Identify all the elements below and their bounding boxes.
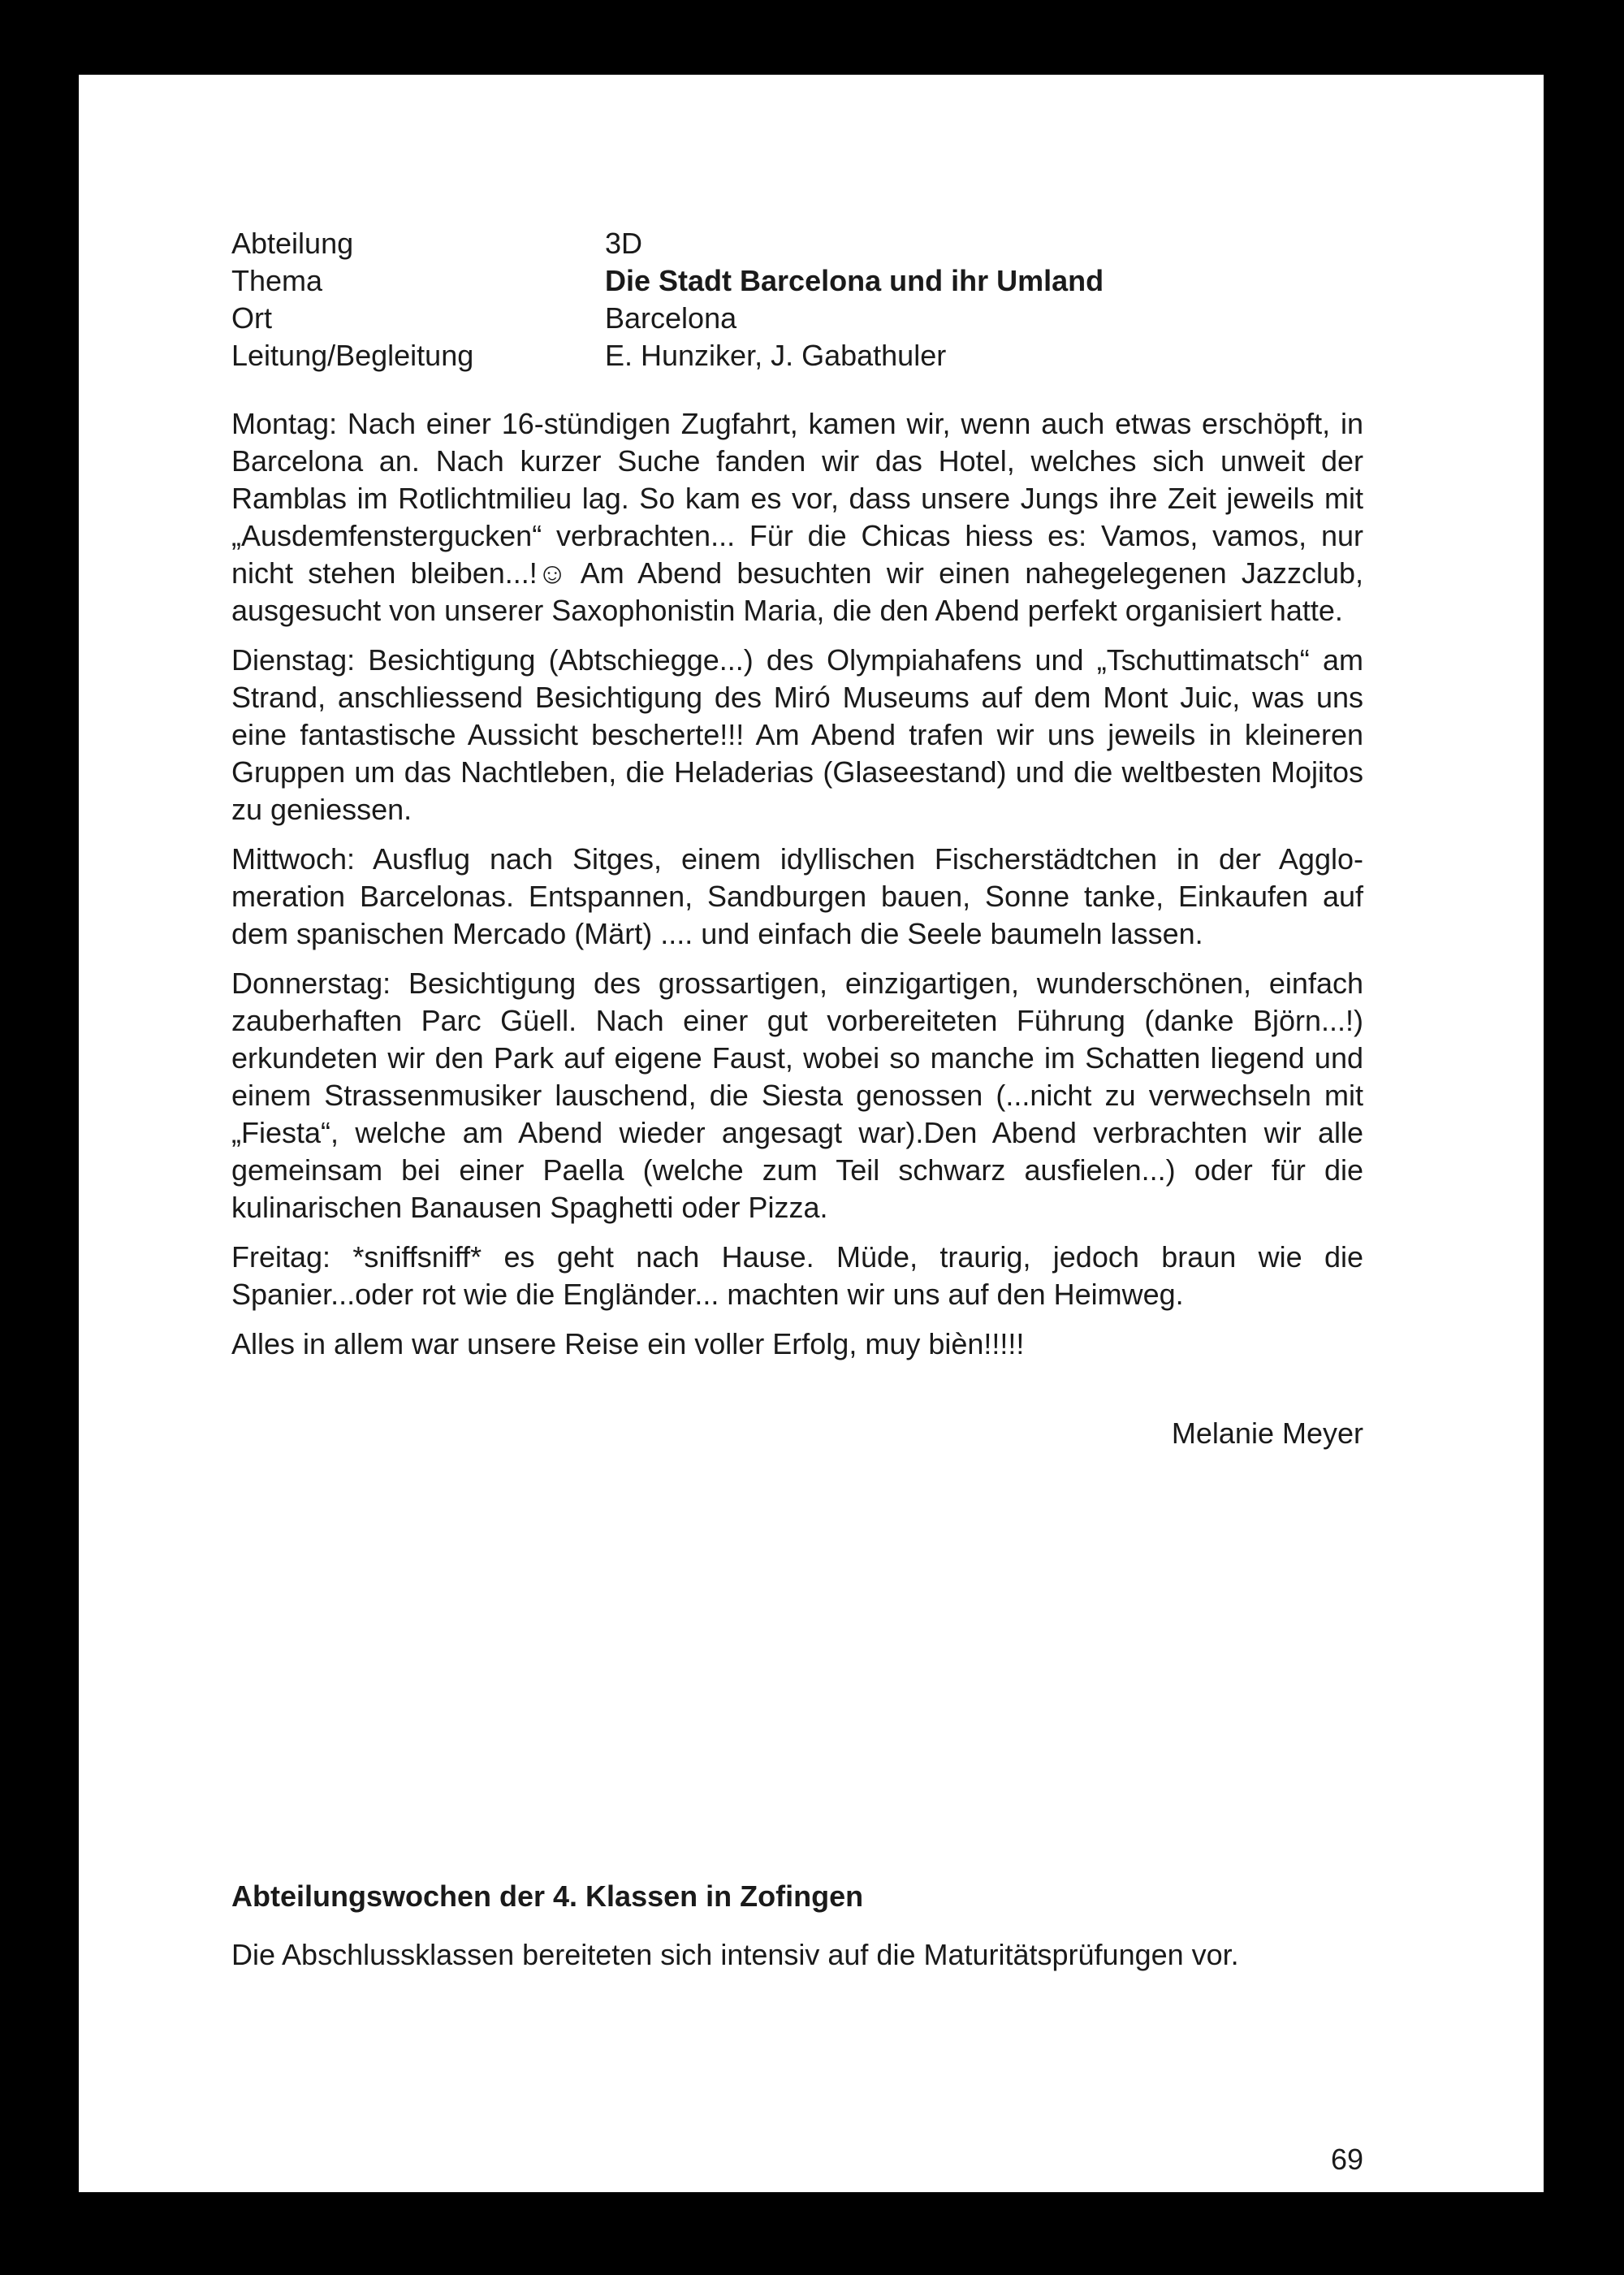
paragraph-montag: Montag: Nach einer 16-stündigen Zugfahrt, kamen wir, wenn auch etwas erschöpft, in Barcelona an. Nach kurzer Suche fanden wir das Hotel, welches sich unweit der Ramblas im Rotlichtmilieu lag. So kam es vor, dass unsere Jungs ihre Zeit jeweils mit „Ausdemfenstergucken“ verbrachten... Für die Chicas hiess es: Vamos, vamos, nur nicht stehen bleiben...!☺ Am Abend besuchten wir einen nahegelegenen Jazzclub, ausgesucht von unserer Saxophonistin Maria, die den Abend perfekt organisiert hatte. [231, 407, 1363, 627]
meta-value-ort: Barcelona [605, 301, 737, 335]
meta-label-leitung: Leitung/Begleitung [231, 339, 474, 372]
page-content [231, 225, 1363, 2176]
author-signature: Melanie Meyer [1171, 1416, 1363, 1450]
meta-label-thema: Thema [231, 264, 323, 297]
page-number: 69 [1330, 2143, 1363, 2176]
paragraph-dienstag: Dienstag: Besichtigung (Abtschiegge...) des Olympiahafens und „Tschuttimatsch“ am Strand, anschliessend Besichtigung des Miró Museums auf dem Mont Juic, was uns eine fantastische Aussicht bescherte!!! Am Abend trafen wir uns jeweils in kleineren Gruppen um das Nachtleben, die Heladerias (Glaseestand) und die weltbesten Mojitos zu geniessen. [231, 643, 1363, 826]
meta-value-abteilung: 3D [605, 227, 643, 260]
meta-label-abteilung: Abteilung [231, 227, 354, 260]
meta-value-leitung: E. Hunziker, J. Gabathuler [605, 339, 947, 372]
document-page [79, 75, 1544, 2192]
paragraph-donnerstag: Donnerstag: Besichtigung des grossartigen, einzigartigen, wunderschönen, einfach zauberhaften Parc Güell. Nach einer gut vorbereiteten Führung (danke Björn...!) erkundeten wir den Park auf eigene Faust, wobei so manche im Schatten liegend und einem Strassenmusiker lauschend, die Siesta genossen (...nicht zu verwechseln mit „Fiesta“, welche am Abend wieder angesagt war).Den Abend verbrachten wir alle gemeinsam bei einer Paella (welche zum Teil schwarz ausfielen...) oder für die kulinarischen Banausen Spaghetti oder Pizza. [231, 967, 1363, 1224]
meta-label-ort: Ort [231, 301, 272, 335]
paragraph-conclusion: Alles in allem war unsere Reise ein voller Erfolg, muy bièn!!!!! [231, 1327, 1025, 1360]
paragraph-mittwoch: Mittwoch: Ausflug nach Sitges, einem idyllischen Fischerstädtchen in der Agglomeration Barcelonas. Entspannen, Sandburgen bauen, Sonne tanke, Einkaufen auf dem spanischen Mercado (Märt) .... und einfach die Seele baumeln lassen. [231, 842, 1363, 950]
report-metadata [231, 225, 1363, 374]
paragraph-freitag: Freitag: *sniffsniff* es geht nach Hause. Müde, traurig, jedoch braun wie die Spanier...oder rot wie die Engländer... machten wir uns auf den Heimweg. [231, 1240, 1363, 1311]
report-body [231, 405, 1363, 1363]
meta-value-thema: Die Stadt Barcelona und ihr Umland [605, 264, 1104, 297]
section-text: Die Abschlussklassen bereiteten sich intensiv auf die Maturitätsprüfungen vor. [231, 1938, 1239, 1971]
section-heading: Abteilungswochen der 4. Klassen in Zofingen [231, 1879, 864, 1913]
